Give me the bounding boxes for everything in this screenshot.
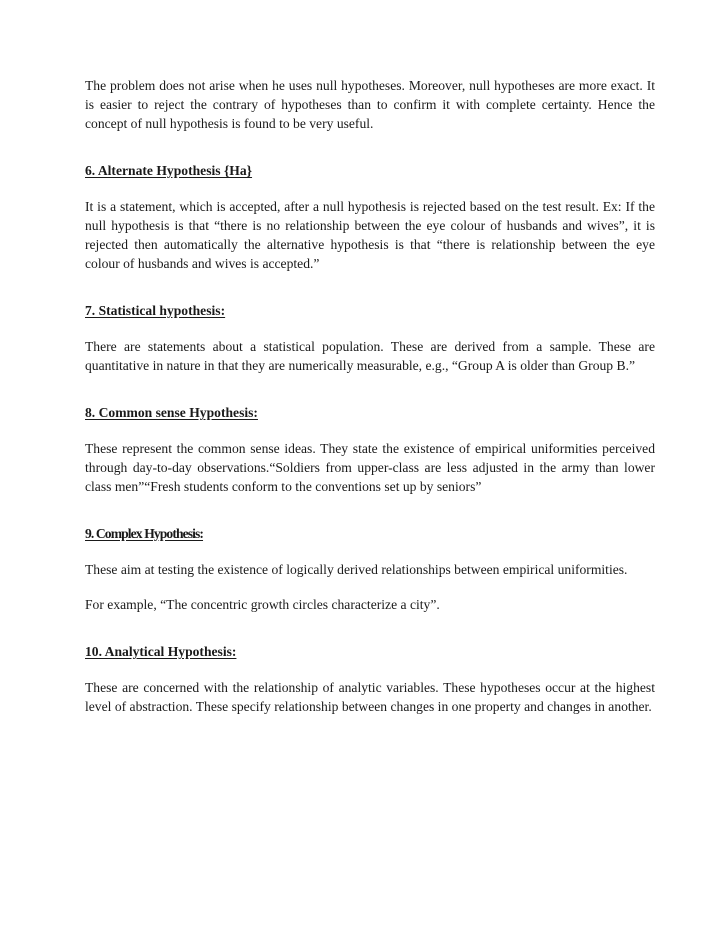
section-common-sense-hypothesis xyxy=(85,403,655,496)
section-heading: 8. Common sense Hypothesis: xyxy=(85,405,258,420)
section-heading: 7. Statistical hypothesis: xyxy=(85,303,226,318)
section-heading: 9. Complex Hypothesis: xyxy=(85,526,204,541)
section-analytical-hypothesis xyxy=(85,642,655,716)
intro-paragraph: The problem does not arise when he uses null hypotheses. Moreover, null hypotheses are more exact. It is easier to reject the contrary of hypotheses than to confirm it with complete certainty. Hence the concept of null hypothesis is found to be very useful. xyxy=(85,78,655,131)
section-paragraph: It is a statement, which is accepted, after a null hypothesis is rejected based on the test result. Ex: If the null hypothesis is that “there is no relationship between the eye colour of husbands and wives”, it is rejected then automatically the alternative hypothesis is that “there is relationship between the eye colour of husbands and wives is accepted.” xyxy=(85,199,655,271)
section-paragraph: For example, “The concentric growth circles characterize a city”. xyxy=(85,597,440,612)
section-paragraph: There are statements about a statistical population. These are derived from a sample. These are quantitative in nature in that they are numerically measurable, e.g., “Group A is older than Group B.” xyxy=(85,339,655,373)
section-heading: 6. Alternate Hypothesis {Ha} xyxy=(85,163,253,178)
section-paragraph: These aim at testing the existence of logically derived relationships between empirical uniformities. xyxy=(85,562,628,577)
section-alternate-hypothesis xyxy=(85,161,655,273)
section-paragraph: These are concerned with the relationship of analytic variables. These hypotheses occur at the highest level of abstraction. These specify relationship between changes in one property and changes in another. xyxy=(85,680,655,714)
section-complex-hypothesis xyxy=(85,524,655,614)
section-heading: 10. Analytical Hypothesis: xyxy=(85,644,237,659)
section-statistical-hypothesis xyxy=(85,301,655,375)
section-paragraph: These represent the common sense ideas. They state the existence of empirical uniformities perceived through day-to-day observations.“Soldiers from upper-class are less adjusted in the army than lower class men”“Fresh students conform to the conventions set up by seniors” xyxy=(85,441,655,494)
document-page xyxy=(85,76,655,716)
